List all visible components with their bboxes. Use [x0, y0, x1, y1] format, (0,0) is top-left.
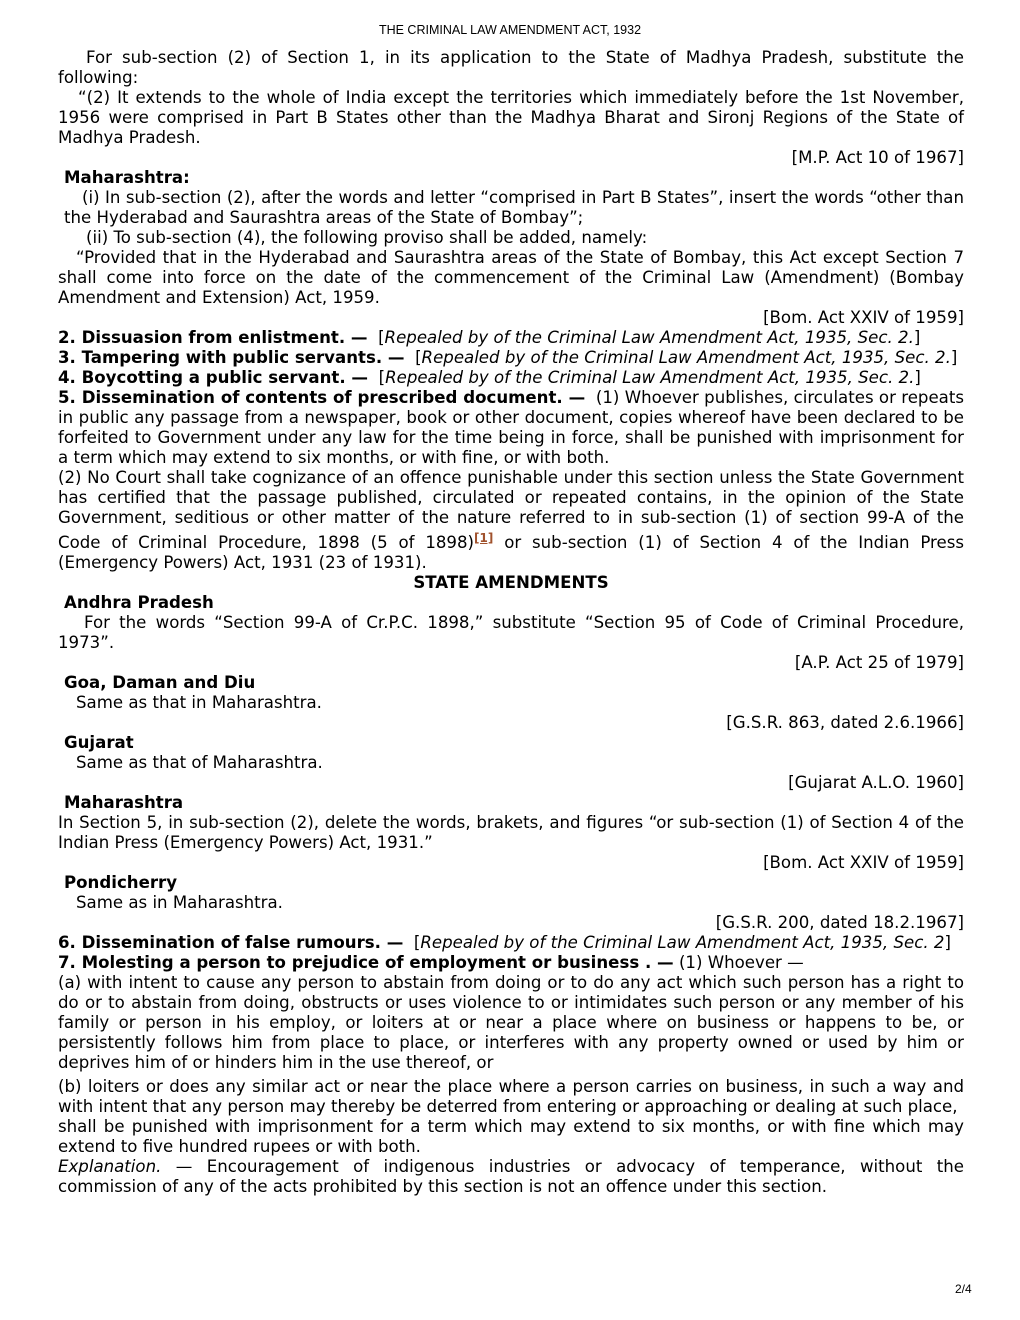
gujarat-heading: Gujarat: [64, 733, 134, 752]
goa-text: Same as that in Maharashtra.: [76, 693, 322, 712]
section-6-title: 6. Dissemination of false rumours. —: [58, 933, 404, 952]
maharashtra-sa-text: In Section 5, in sub-section (2), delete the words, brakets, and figures “or sub-section (1) of Section 4 of the Indian Press (Emergency Powers) Act, 1931.”: [58, 813, 964, 852]
maharashtra-item-2: (ii) To sub-section (4), the following proviso shall be added, namely:: [86, 228, 648, 247]
section-5-title: 5. Dissemination of contents of prescribed document. —: [58, 388, 586, 407]
section-7-title-line: 7. Molesting a person to prejudice of employment or business . — (1) Whoever —: [58, 953, 804, 972]
mp-quote: “(2) It extends to the whole of India except the territories which immediately before the 1st November, 1956 were comprised in Part B States other than the Madhya Bharat and Sironj Regions of the State of Madhya Pradesh.: [58, 88, 964, 147]
section-2-title: 2. Dissuasion from enlistment. —: [58, 328, 368, 347]
section-3-title: 3. Tampering with public servants. —: [58, 348, 405, 367]
pondicherry-heading: Pondicherry: [64, 873, 178, 892]
maharashtra-ref: [Bom. Act XXIV of 1959]: [763, 308, 964, 327]
section-2: 2. Dissuasion from enlistment. — [Repealed by of the Criminal Law Amendment Act, 1935, Sec. 2.]: [58, 328, 921, 347]
section-4: 4. Boycotting a public servant. — [Repealed by of the Criminal Law Amendment Act, 1935, Sec. 2.]: [58, 368, 921, 387]
maharashtra-proviso: “Provided that in the Hyderabad and Saurashtra areas of the State of Bombay, this Act except Section 7 shall come into force on the date of the commencement of the Criminal Law (Amendment) (Bombay Amendment and Extension) Act, 1959.: [58, 248, 964, 307]
gujarat-text: Same as that of Maharashtra.: [76, 753, 323, 772]
section-6: 6. Dissemination of false rumours. — [Repealed by of the Criminal Law Amendment Act, 1935, Sec. 2]: [58, 933, 951, 952]
section-2-text: Repealed by of the Criminal Law Amendment Act, 1935, Sec. 2.: [384, 328, 914, 347]
andhra-pradesh-text: For the words “Section 99-A of Cr.P.C. 1898,” substitute “Section 95 of Code of Criminal Procedure, 1973”.: [58, 613, 964, 652]
footnote-link[interactable]: [1]: [474, 531, 494, 545]
section-6-text: Repealed by of the Criminal Law Amendment Act, 1935, Sec. 2: [420, 933, 945, 952]
mp-intro: For sub-section (2) of Section 1, in its application to the State of Madhya Pradesh, substitute the following:: [58, 48, 964, 87]
maharashtra-sa-ref: [Bom. Act XXIV of 1959]: [763, 853, 964, 872]
goa-heading: Goa, Daman and Diu: [64, 673, 256, 692]
pondicherry-ref: [G.S.R. 200, dated 18.2.1967]: [715, 913, 964, 932]
state-amendments-heading: STATE AMENDMENTS: [413, 573, 609, 592]
section-5-p2: (2) No Court shall take cognizance of an offence punishable under this section unless the State Government has certified that the passage published, circulated or repeated contains, in the opinion of the State Government, seditious or other matter of the nature referred to in sub-section (1) of section 99-A of the Code of Criminal Procedure, 1898 (5 of 1898)[1] or sub-section (1) of Section 4 of the Indian Press (Emergency Powers) Act, 1931 (23 of 1931).: [58, 468, 964, 572]
goa-ref: [G.S.R. 863, dated 2.6.1966]: [726, 713, 964, 732]
section-4-text: Repealed by of the Criminal Law Amendment Act, 1935, Sec. 2.: [385, 368, 915, 387]
maharashtra-sa-heading: Maharashtra: [64, 793, 184, 812]
section-7-title: 7. Molesting a person to prejudice of employment or business . —: [58, 953, 674, 972]
section-7-punishment: shall be punished with imprisonment for a term which may extend to six months, or with fine which may extend to five hundred rupees or with both.: [58, 1117, 964, 1156]
section-3: 3. Tampering with public servants. — [Repealed by of the Criminal Law Amendment Act, 1935, Sec. 2.]: [58, 348, 958, 367]
maharashtra-heading: Maharashtra:: [64, 168, 190, 187]
section-7-clause-a: (a) with intent to cause any person to abstain from doing or to do any act which such person has a right to do or to abstain from doing, obstructs or uses violence to or intimidates such person or any member of his family or person in his employ, or loiters at or near a place where on business or happens to be, or persistently follows him from place to place, or interferes with any property owned or used by him or deprives him of or hinders him in the use thereof, or: [58, 973, 964, 1072]
section-4-title: 4. Boycotting a public servant. —: [58, 368, 369, 387]
document-body: [58, 48, 964, 1197]
section-7-explanation: Explanation. — Encouragement of indigenous industries or advocacy of temperance, without the commission of any of the acts prohibited by this section is not an offence under this section.: [58, 1157, 964, 1196]
section-5-p1: 5. Dissemination of contents of prescribed document. — (1) Whoever publishes, circulates or repeats in public any passage from a newspaper, book or other document, copies whereof have been declared to be forfeited to Government under any law for the time being in force, shall be punished with imprisonment for a term which may extend to six months, or with fine, or with both.: [58, 388, 964, 467]
andhra-pradesh-ref: [A.P. Act 25 of 1979]: [794, 653, 964, 672]
pondicherry-text: Same as in Maharashtra.: [76, 893, 283, 912]
page-number: 2/4: [955, 1282, 972, 1296]
page-header-title: THE CRIMINAL LAW AMENDMENT ACT, 1932: [378, 23, 642, 37]
gujarat-ref: [Gujarat A.L.O. 1960]: [788, 773, 964, 792]
section-3-text: Repealed by of the Criminal Law Amendment Act, 1935, Sec. 2.: [421, 348, 951, 367]
section-7-clause-b: (b) loiters or does any similar act or near the place where a person carries on business, in such a way and with intent that any person may thereby be deterred from entering or approaching or dealing at such place,: [58, 1077, 964, 1116]
andhra-pradesh-heading: Andhra Pradesh: [64, 593, 214, 612]
explanation-label: Explanation.: [58, 1157, 162, 1176]
mp-ref: [M.P. Act 10 of 1967]: [791, 148, 964, 167]
maharashtra-item-1: (i) In sub-section (2), after the words and letter “comprised in Part B States”, insert the words “other than the Hyderabad and Saurashtra areas of the State of Bombay”;: [64, 188, 964, 227]
